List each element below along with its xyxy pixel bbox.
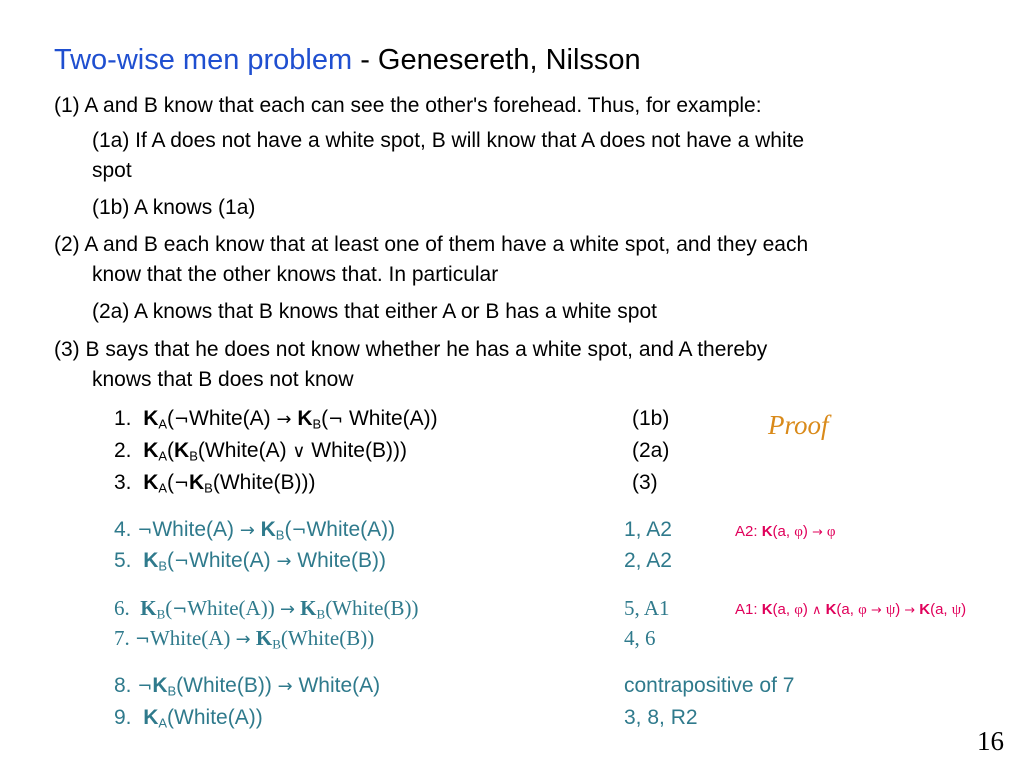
- step-5-number: 5.: [114, 549, 132, 572]
- axiom-a1-label: A1:: [735, 601, 762, 618]
- step-7-justification: 4, 6: [624, 626, 656, 650]
- step-4-justification: 1, A2: [624, 518, 672, 541]
- premise-2-justification: (2a): [632, 439, 670, 462]
- step-8-number: 8.: [114, 674, 132, 697]
- premise-2-number: 2.: [114, 439, 132, 462]
- step-8-justification: contrapositive of 7: [624, 674, 795, 697]
- premise-1-justification: (1b): [632, 407, 670, 430]
- step-5-formula: 5. $K_B(\neg White(A)$ → White(B)): [114, 549, 386, 574]
- step-4-number: 4.: [114, 518, 132, 541]
- paragraph-1b: (1b) A knows (1a): [92, 196, 256, 219]
- step-6-formula: 6. $K_B(\neg White(A))$ → $K_B(White(B))$: [114, 596, 419, 622]
- step-4-formula: 4. ¬White(A) → $K_B(\neg White(A))$: [114, 518, 396, 543]
- title-highlight: Two-wise men problem: [54, 44, 353, 76]
- paragraph-1a-line1: (1a) If A does not have a white spot, B will know that A does not have a white: [92, 129, 805, 152]
- paragraph-2-line1: (2) A and B each know that at least one of them have a white spot, and they each: [54, 233, 809, 256]
- premise-3-justification: (3): [632, 471, 658, 494]
- axiom-a2-label: A2:: [735, 523, 762, 540]
- paragraph-1: (1) A and B know that each can see the other's forehead. Thus, for example:: [54, 94, 762, 117]
- step-5-justification: 2, A2: [624, 549, 672, 572]
- premise-3-number: 3.: [114, 471, 132, 494]
- page-number: 16: [977, 726, 1004, 756]
- premise-3-formula: 3. $K_A(\neg K_B(White(B)))$: [114, 471, 316, 496]
- step-8-formula: 8. $\neg K_B(White(B))$ → White(A): [114, 674, 381, 699]
- premise-2-formula: 2. $K_A(K_B(White(A)$ ∨ White(B))): [114, 439, 407, 464]
- slide-title: [54, 46, 641, 75]
- step-9-number: 9.: [114, 706, 132, 729]
- premise-1-number: 1.: [114, 407, 132, 430]
- step-6-number: 6.: [114, 596, 130, 620]
- step-7-number: 7.: [114, 626, 130, 650]
- paragraph-1a-line2: spot: [92, 159, 132, 182]
- title-rest: - Genesereth, Nilsson: [352, 44, 641, 76]
- axiom-a1-annotation: A1: K(a, φ) ∧ K(a, φ → ψ) → K(a, ψ): [735, 601, 967, 618]
- axiom-a2-annotation: A2: K(a, φ) → φ: [735, 523, 836, 540]
- paragraph-3-line2: knows that B does not know: [92, 368, 354, 391]
- premise-1-formula: 1. $K_A(\neg White(A)$ → $K_B(\neg$ White(A)): [114, 407, 438, 432]
- step-9-formula: 9. $K_A(White(A))$: [114, 706, 263, 731]
- proof-label: Proof: [768, 410, 829, 440]
- paragraph-2-line2: know that the other knows that. In particular: [92, 263, 499, 286]
- step-9-justification: 3, 8, R2: [624, 706, 698, 729]
- paragraph-2a: (2a) A knows that B knows that either A or B has a white spot: [92, 300, 657, 323]
- step-7-formula: 7. ¬White(A) → $K_B(White(B))$: [114, 626, 375, 652]
- step-6-justification: 5, A1: [624, 596, 670, 620]
- paragraph-3-line1: (3) B says that he does not know whether he has a white spot, and A thereby: [54, 338, 768, 361]
